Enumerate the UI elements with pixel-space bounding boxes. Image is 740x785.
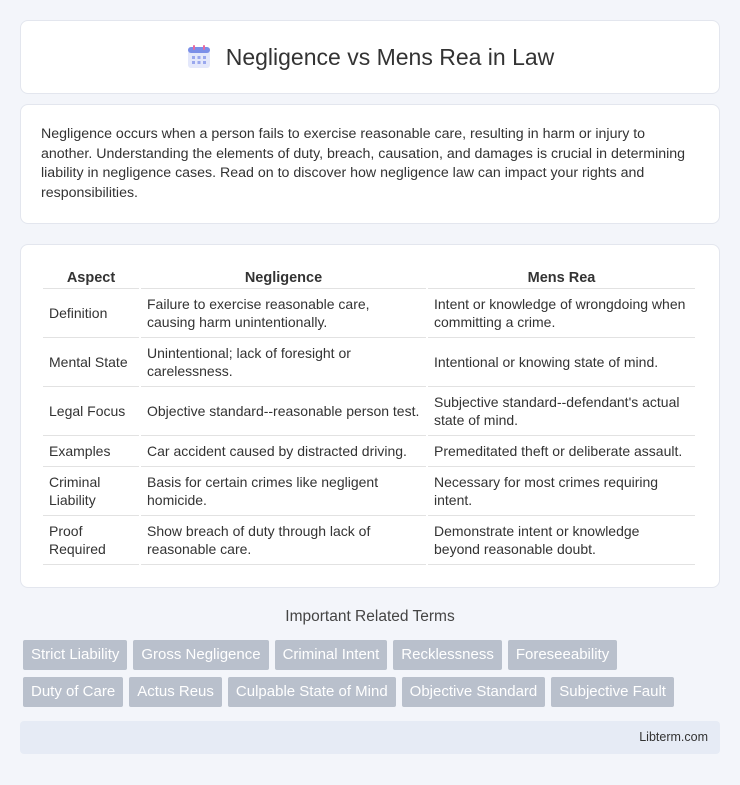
tag-recklessness[interactable]: Recklessness bbox=[393, 640, 502, 670]
negligence-cell: Objective standard--reasonable person test. bbox=[141, 387, 426, 436]
header-card bbox=[20, 20, 720, 94]
tag-row bbox=[23, 640, 723, 670]
mens-rea-cell: Intent or knowledge of wrongdoing when committing a crime. bbox=[428, 289, 695, 338]
header-aspect: Aspect bbox=[43, 267, 139, 289]
tag-duty-of-care[interactable]: Duty of Care bbox=[23, 677, 123, 707]
mens-rea-cell: Subjective standard--defendant's actual state of mind. bbox=[428, 387, 695, 436]
related-terms bbox=[23, 640, 723, 714]
mens-rea-cell: Premeditated theft or deliberate assault. bbox=[428, 436, 695, 467]
footer bbox=[20, 721, 720, 754]
aspect-cell: Definition bbox=[43, 289, 139, 338]
tag-foreseeability[interactable]: Foreseeability bbox=[508, 640, 617, 670]
header-negligence: Negligence bbox=[141, 267, 426, 289]
header-mens-rea: Mens Rea bbox=[428, 267, 695, 289]
table-row bbox=[43, 516, 695, 565]
table-row bbox=[43, 338, 695, 387]
intro-text: Negligence occurs when a person fails to exercise reasonable care, resulting in harm or injury to another. Understanding the elements of duty, breach, causation, and damages is crucial in determining liability in negligence cases. Read on to discover how negligence law can impact your rights and responsibilities. bbox=[41, 126, 686, 201]
aspect-cell: Legal Focus bbox=[43, 387, 139, 436]
negligence-cell: Failure to exercise reasonable care, causing harm unintentionally. bbox=[141, 289, 426, 338]
negligence-cell: Show breach of duty through lack of reasonable care. bbox=[141, 516, 426, 565]
comparison-table bbox=[41, 267, 697, 565]
aspect-cell: Criminal Liability bbox=[43, 467, 139, 516]
calendar-icon bbox=[186, 44, 212, 70]
tag-gross-negligence[interactable]: Gross Negligence bbox=[133, 640, 268, 670]
aspect-cell: Proof Required bbox=[43, 516, 139, 565]
table-row bbox=[43, 467, 695, 516]
tag-culpable-state-of-mind[interactable]: Culpable State of Mind bbox=[228, 677, 396, 707]
mens-rea-cell: Intentional or knowing state of mind. bbox=[428, 338, 695, 387]
negligence-cell: Basis for certain crimes like negligent homicide. bbox=[141, 467, 426, 516]
page-title: Negligence vs Mens Rea in Law bbox=[225, 43, 555, 70]
footer-brand-link[interactable]: Libterm.com bbox=[639, 730, 708, 744]
mens-rea-cell: Necessary for most crimes requiring intent. bbox=[428, 467, 695, 516]
aspect-cell: Mental State bbox=[43, 338, 139, 387]
intro-card bbox=[20, 104, 720, 224]
tag-actus-reus[interactable]: Actus Reus bbox=[129, 677, 222, 707]
table-header-row bbox=[43, 267, 695, 289]
table-row bbox=[43, 289, 695, 338]
tag-criminal-intent[interactable]: Criminal Intent bbox=[275, 640, 388, 670]
tag-subjective-fault[interactable]: Subjective Fault bbox=[551, 677, 674, 707]
comparison-table-card bbox=[20, 244, 720, 588]
aspect-cell: Examples bbox=[43, 436, 139, 467]
table-row bbox=[43, 387, 695, 436]
related-terms-title: Important Related Terms bbox=[285, 608, 455, 625]
negligence-cell: Unintentional; lack of foresight or carelessness. bbox=[141, 338, 426, 387]
mens-rea-cell: Demonstrate intent or knowledge beyond reasonable doubt. bbox=[428, 516, 695, 565]
tag-objective-standard[interactable]: Objective Standard bbox=[402, 677, 546, 707]
tag-strict-liability[interactable]: Strict Liability bbox=[23, 640, 127, 670]
negligence-cell: Car accident caused by distracted driving. bbox=[141, 436, 426, 467]
tag-row bbox=[23, 677, 723, 707]
table-row bbox=[43, 436, 695, 467]
